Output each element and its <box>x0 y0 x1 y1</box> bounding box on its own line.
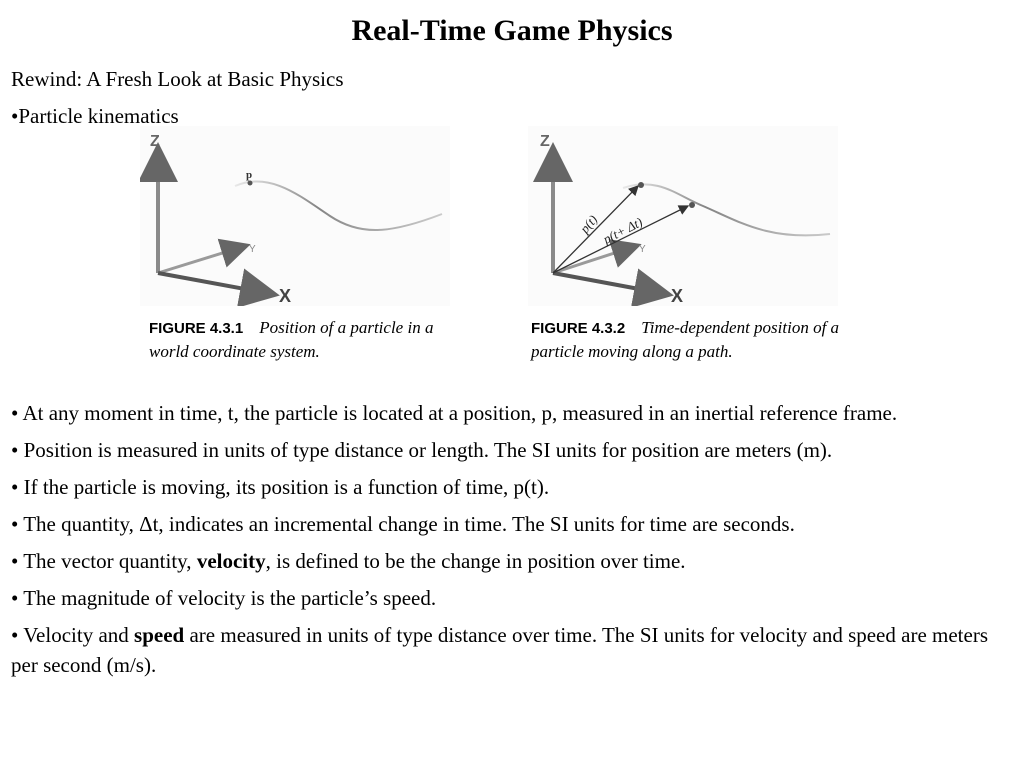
bullet-list <box>11 398 1001 687</box>
bullet-text: • The vector quantity, <box>11 549 197 573</box>
bullet-text: • Velocity and <box>11 623 135 647</box>
figure-label: FIGURE 4.3.2 <box>531 320 626 337</box>
x-axis-label: X <box>279 286 292 306</box>
figure-caption-text: Time-dependent position of a particle moving along a path. <box>531 318 840 361</box>
z-axis-label: Z <box>150 133 160 150</box>
particle-point-t <box>638 182 644 188</box>
bullet-item <box>11 435 1001 465</box>
bullet-item <box>11 509 1001 539</box>
coordinate-system-diagram <box>140 126 450 306</box>
y-axis-label: Y <box>249 244 256 255</box>
bullet-text: • The magnitude of velocity is the particle’s speed. <box>11 586 437 610</box>
topic-heading: •Particle kinematics <box>11 104 179 128</box>
bullet-bold-text: speed <box>134 623 185 647</box>
bullet-text-after: are measured in units of type distance over time. The SI units for velocity and speed are meters per second (m/s). <box>11 623 988 677</box>
x-axis-label: X <box>671 286 684 306</box>
y-axis-label: Y <box>639 244 646 255</box>
particle-point-t-dt <box>689 202 695 208</box>
bullet-item <box>11 620 1001 680</box>
figure-label: FIGURE 4.3.1 <box>149 320 244 337</box>
bullet-text: • Position is measured in units of type distance or length. The SI units for position are meters (m). <box>11 438 833 462</box>
bullet-item <box>11 546 1001 576</box>
bullet-bold-text: velocity <box>196 549 266 573</box>
figure-caption-4-3-1 <box>149 316 449 363</box>
bullet-text: • At any moment in time, t, the particle is located at a position, p, measured in an inertial reference frame. <box>11 401 898 425</box>
figure-4-3-1 <box>140 126 450 306</box>
slide-title: Real-Time Game Physics <box>351 14 673 47</box>
vector-label-p-t-dt: p(t+ Δt) <box>600 214 645 247</box>
z-axis-label: Z <box>540 133 550 150</box>
bullet-text: • The quantity, Δt, indicates an incremental change in time. The SI units for time are seconds. <box>11 512 795 536</box>
particle-point <box>248 181 253 186</box>
figure-4-3-2 <box>528 126 838 306</box>
bullet-text-after: , is defined to be the change in position over time. <box>265 549 686 573</box>
figure-caption-text: Position of a particle in a world coordinate system. <box>149 318 434 361</box>
bullet-text: • If the particle is moving, its position is a function of time, p(t). <box>11 475 550 499</box>
slide-subtitle: Rewind: A Fresh Look at Basic Physics <box>11 67 344 91</box>
point-label-p: p <box>246 169 253 181</box>
figure-caption-4-3-2 <box>531 316 861 363</box>
vector-label-p-t: p(t) <box>576 211 601 236</box>
bullet-item <box>11 583 1001 613</box>
bullet-item <box>11 398 1001 428</box>
time-dependent-position-diagram <box>528 126 838 306</box>
bullet-item <box>11 472 1001 502</box>
